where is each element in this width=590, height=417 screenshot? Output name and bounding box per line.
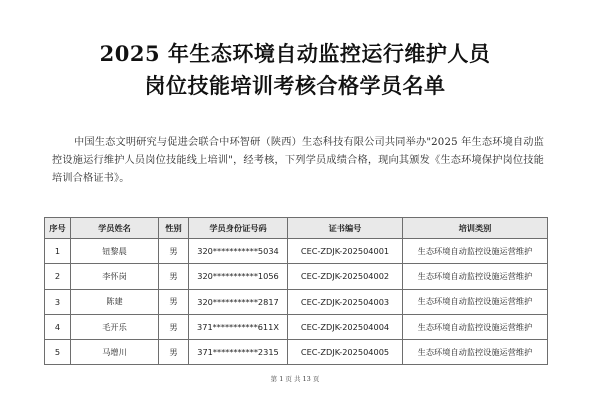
graduates-table	[44, 217, 548, 365]
header-gender: 性别	[159, 218, 189, 239]
header-certificate-number: 证书编号	[288, 218, 403, 239]
cell-name: 马增川	[71, 340, 159, 365]
cell-training-category: 生态环境自动监控设施运营维护	[403, 289, 548, 314]
cell-training-category: 生态环境自动监控设施运营维护	[403, 264, 548, 289]
cell-gender: 男	[159, 239, 189, 264]
cell-gender: 男	[159, 314, 189, 339]
cell-index: 2	[45, 264, 71, 289]
cell-gender: 男	[159, 264, 189, 289]
cell-gender: 男	[159, 289, 189, 314]
cell-gender: 男	[159, 340, 189, 365]
document-title-line-2: 岗位技能培训考核合格学员名单	[144, 73, 446, 98]
cell-training-category: 生态环境自动监控设施运营维护	[403, 314, 548, 339]
table-row	[45, 314, 548, 339]
cell-training-category: 生态环境自动监控设施运营维护	[403, 340, 548, 365]
table-row	[45, 289, 548, 314]
cell-certificate-number: CEC-ZDJK-202504005	[288, 340, 403, 365]
intro-paragraph: 中国生态文明研究与促进会联合中环智研（陕西）生态科技有限公司共同举办"2025 年生态环境自动监控设施运行维护人员岗位技能线上培训"，经考核，下列学员成绩合格，现向其颁发《生态环境保护岗位技能培训合格证书》。	[52, 137, 544, 185]
cell-id-number: 320***********5034	[189, 239, 288, 264]
table-row	[45, 264, 548, 289]
table-header-row	[45, 218, 548, 239]
cell-id-number: 371***********2315	[189, 340, 288, 365]
cell-name: 李怀岗	[71, 264, 159, 289]
cell-index: 1	[45, 239, 71, 264]
cell-certificate-number: CEC-ZDJK-202504001	[288, 239, 403, 264]
cell-name: 钮黎晨	[71, 239, 159, 264]
table-row	[45, 239, 548, 264]
cell-name: 毛开乐	[71, 314, 159, 339]
header-index: 序号	[45, 218, 71, 239]
header-name: 学员姓名	[71, 218, 159, 239]
cell-index: 5	[45, 340, 71, 365]
cell-certificate-number: CEC-ZDJK-202504002	[288, 264, 403, 289]
cell-id-number: 371***********611X	[189, 314, 288, 339]
cell-training-category: 生态环境自动监控设施运营维护	[403, 239, 548, 264]
document-title-line-1: 2025 年生态环境自动监控运行维护人员	[99, 41, 491, 66]
header-training-category: 培训类别	[403, 218, 548, 239]
page-number-footer: 第 1 页 共 13 页	[270, 375, 320, 383]
header-id-number: 学员身份证号码	[189, 218, 288, 239]
table-row	[45, 340, 548, 365]
cell-index: 4	[45, 314, 71, 339]
cell-id-number: 320***********2817	[189, 289, 288, 314]
cell-certificate-number: CEC-ZDJK-202504004	[288, 314, 403, 339]
cell-name: 陈建	[71, 289, 159, 314]
cell-index: 3	[45, 289, 71, 314]
cell-id-number: 320***********1056	[189, 264, 288, 289]
cell-certificate-number: CEC-ZDJK-202504003	[288, 289, 403, 314]
